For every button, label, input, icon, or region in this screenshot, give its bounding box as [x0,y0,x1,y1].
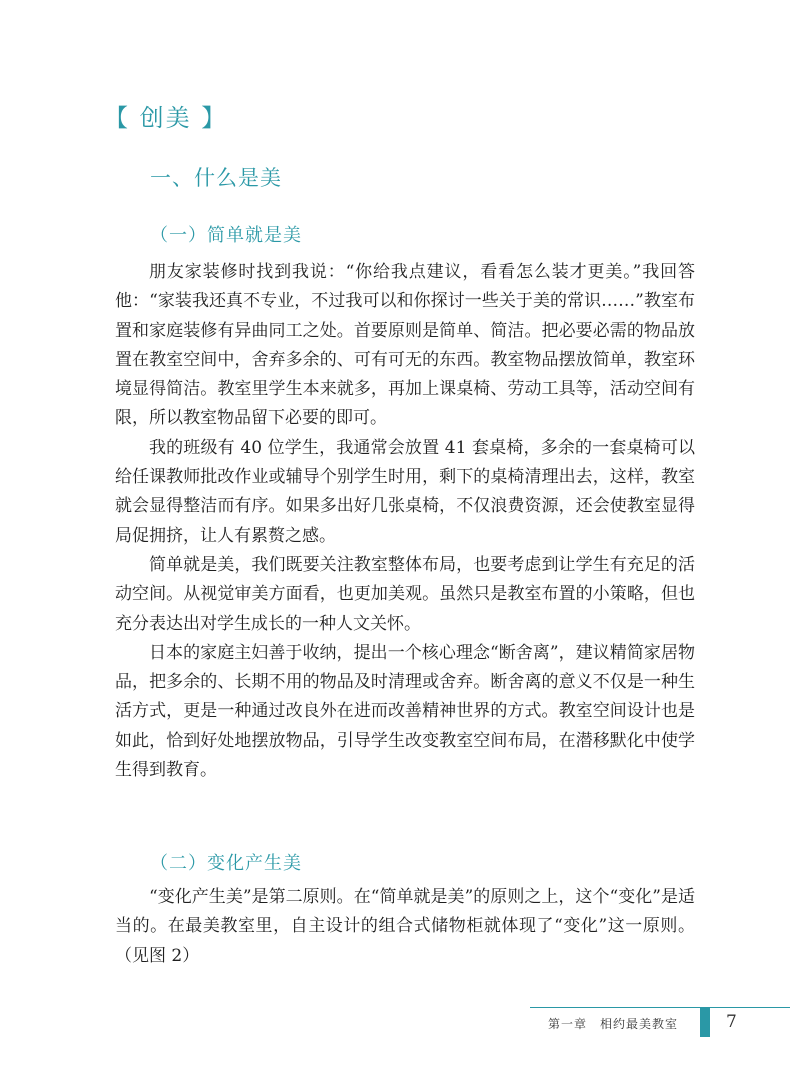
paragraph: 我的班级有 40 位学生，我通常会放置 41 套桌椅，多余的一套桌椅可以给任课教师批改作业或辅导个别学生时用，剩下的桌椅清理出去，这样，教室就会显得整洁而有序。如果多出好几张桌椅，不仅浪费资源，还会使教室显得局促拥挤，让人有累赘之感。 [115,437,695,546]
page-number: 7 [726,1012,737,1032]
chapter-heading: 一、什么是美 [150,166,282,190]
paragraph: “变化产生美”是第二原则。在“简单就是美”的原则之上，这个“变化”是适当的。在最美教室里，自主设计的组合式储物柜就体现了“变化”这一原则。（见图 2） [115,887,695,966]
section-title: 【 创美 】 [104,104,228,132]
subsection-body-2 [115,883,695,971]
footer-accent-bar [700,1007,710,1037]
running-footer-chapter: 第一章 相约最美教室 [548,1017,679,1031]
paragraph: 简单就是美，我们既要关注教室整体布局，也要考虑到让学生有充足的活动空间。从视觉审美方面看，也更加美观。虽然只是教室布置的小策略，但也充分表达出对学生成长的一种人文关怀。 [115,554,695,634]
paragraph: 日本的家庭主妇善于收纳，提出一个核心理念“断舍离”，建议精简家居物品，把多余的、长期不用的物品及时清理或舍弃。断舍离的意义不仅是一种生活方式，更是一种通过改良外在进而改善精神世界的方式。教室空间设计也是如此，恰到好处地摆放物品，引导学生改变教室空间布局，在潜移默化中使学生得到教育。 [115,642,695,781]
subsection-title-2: （二）变化产生美 [150,853,302,874]
footer-divider [530,1007,790,1008]
subsection-body-1 [115,258,695,785]
subsection-title-1: （一）简单就是美 [150,225,302,246]
paragraph: 朋友家装修时找到我说：“你给我点建议，看看怎么装才更美。”我回答他：“家装我还真不专业，不过我可以和你探讨一些关于美的常识……”教室布置和家庭装修有异曲同工之处。首要原则是简单、简洁。把必要必需的物品放置在教室空间中，舍弃多余的、可有可无的东西。教室物品摆放简单，教室环境显得简洁。教室里学生本来就多，再加上课桌椅、劳动工具等，活动空间有限，所以教室物品留下必要的即可。 [115,262,695,429]
